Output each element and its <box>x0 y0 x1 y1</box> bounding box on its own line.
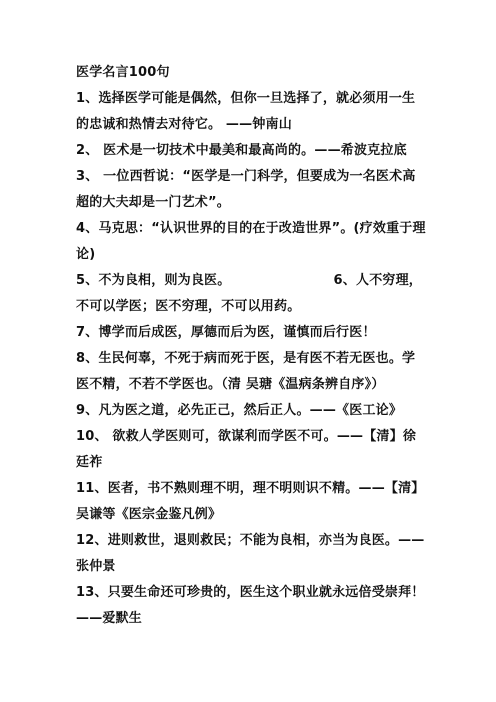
text-line-split <box>76 268 422 294</box>
document-body <box>76 60 426 632</box>
text-line: 3、 一位西哲说：“医学是一门科学，但要成为一名医术高 <box>76 169 416 184</box>
text-line: 超的大夫却是一门艺术”。 <box>76 195 230 210</box>
text-line: 12、进则救世，退则救民；不能为良相，亦当为良医。—— <box>76 533 425 548</box>
text-line: 论) <box>76 247 96 262</box>
text-line: 1、选择医学可能是偶然，但你一旦选择了，就必须用一生 <box>76 91 416 106</box>
text-line: 医不精，不若不学医也。（清 吴瑭《温病条辨自序》） <box>76 377 385 392</box>
text-segment: 6、人不穷理， <box>333 273 422 288</box>
text-line: 9、凡为医之道，必先正己，然后正人。——《医工论》 <box>76 403 403 418</box>
text-line: 2、 医术是一切技术中最美和最高尚的。——希波克拉底 <box>76 143 407 158</box>
text-line: 11、医者，书不熟则理不明，理不明则识不精。——【清】 <box>76 481 425 496</box>
document-title: 医学名言100句 <box>76 65 170 80</box>
text-line: 4、马克思：“认识世界的目的在于改造世界”。(疗效重于理 <box>76 221 426 236</box>
text-line: 廷祚 <box>76 455 103 470</box>
text-line: 吴谦等《医宗金鉴凡例》 <box>76 507 222 522</box>
text-line: 10、 欲救人学医则可，欲谋利而学医不可。——【清】徐 <box>76 429 417 444</box>
text-line: 张仲景 <box>76 559 116 574</box>
text-segment: 5、不为良相，则为良医。 <box>76 273 231 288</box>
text-line: 7、博学而后成医，厚德而后为医，谨慎而后行医！ <box>76 325 376 340</box>
text-line: 不可以学医；医不穷理，不可以用药。 <box>76 299 301 314</box>
text-line: 13、只要生命还可珍贵的，医生这个职业就永远倍受崇拜！ <box>76 585 425 600</box>
text-line: 8、生民何辜，不死于病而死于医，是有医不若无医也。学 <box>76 351 416 366</box>
text-line: ——爱默生 <box>76 611 143 626</box>
text-line: 的忠诚和热情去对待它。 ——钟南山 <box>76 117 292 132</box>
